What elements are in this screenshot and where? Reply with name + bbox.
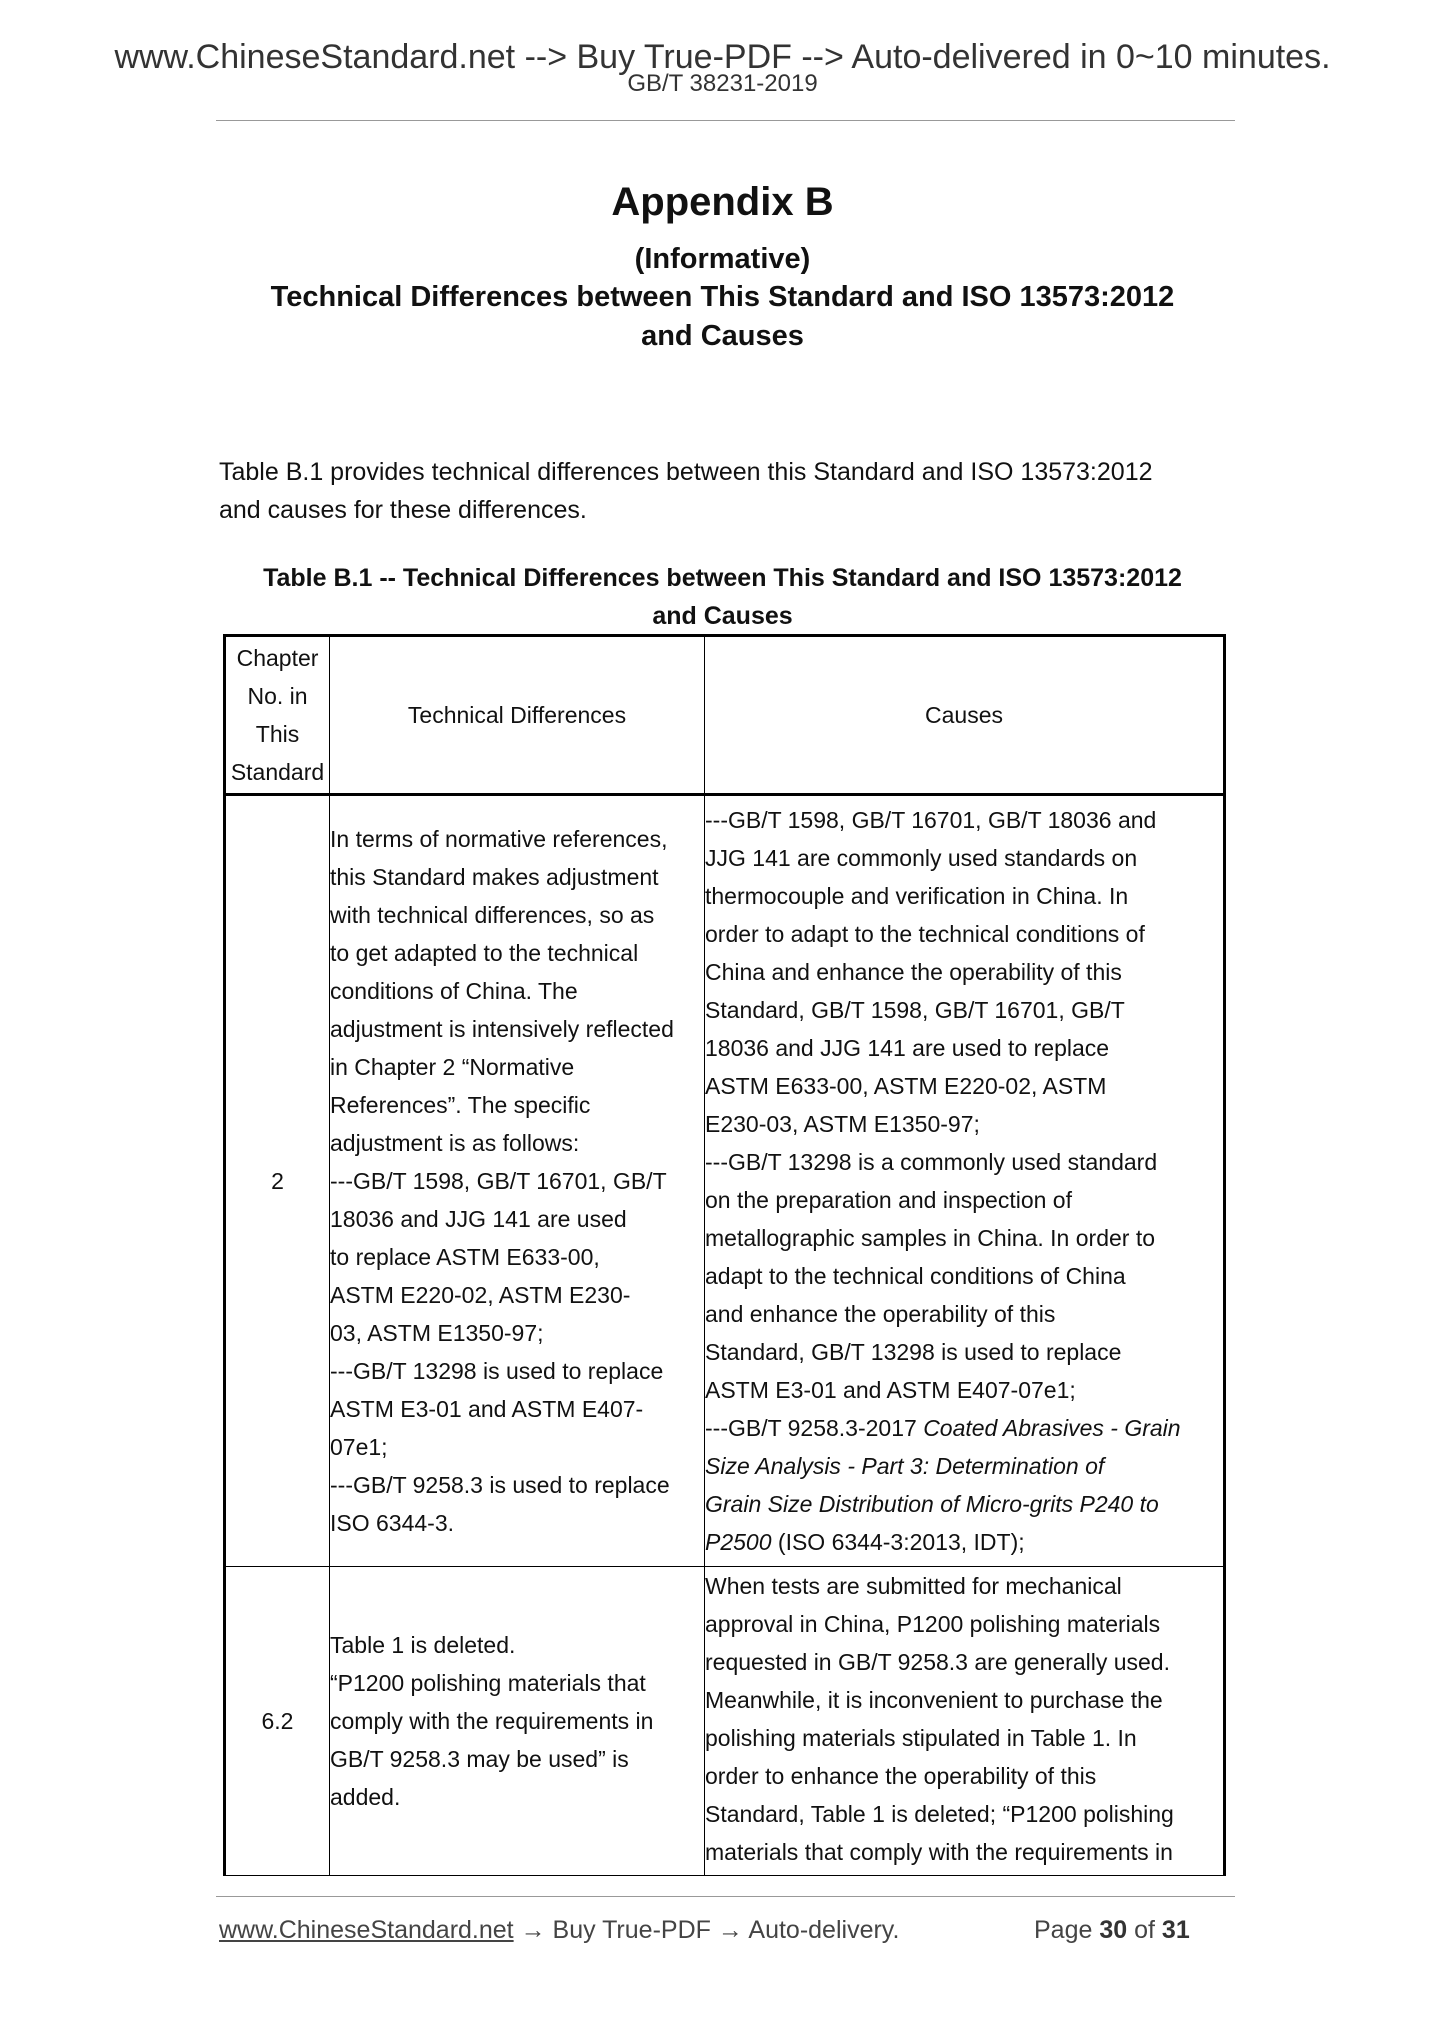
differences-item: ---GB/T 9258.3 is used to replace ISO 6344-3. xyxy=(330,1472,670,1536)
standard-title: Grain Size Distribution of Micro-grits P240 to xyxy=(705,1491,1159,1517)
standard-title: P2500 xyxy=(705,1529,772,1555)
footer-text xyxy=(219,1916,899,1945)
causes-item: ---GB/T 9258.3-2017 Coated Abrasives - Grain Size Analysis - Part 3: Determination of Grain Size Distribution of Micro-grits P240 to P2500 (ISO 6344-3:2013, IDT); xyxy=(705,1415,1181,1555)
footer-tagline: → Buy True-PDF → Auto-delivery. xyxy=(513,1916,900,1944)
table-caption xyxy=(0,559,1445,635)
appendix-heading: Appendix B xyxy=(611,180,834,224)
differences-item: ---GB/T 1598, GB/T 16701, GB/T 18036 and JJG 141 are used to replace ASTM E633-00, ASTM E220-02, ASTM E230- 03, ASTM E1350-97; xyxy=(330,1168,667,1346)
causes-cell: When tests are submitted for mechanical approval in China, P1200 polishing materials requested in GB/T 9258.3 are generally used. Meanwhile, it is inconvenient to purchase the polishing materials stipulated in Table 1. In order to enhance the operability of this Standard, Table 1 is deleted; “P1200 polishing materials that comply with the requirements in xyxy=(705,1567,1225,1876)
intro-line: and causes for these differences. xyxy=(219,496,587,524)
appendix-title xyxy=(0,278,1445,356)
header-divider xyxy=(216,120,1235,121)
intro-line: Table B.1 provides technical differences between this Standard and ISO 13573:2012 xyxy=(219,458,1153,486)
appendix-title-line: and Causes xyxy=(641,320,804,352)
informative-label: (Informative) xyxy=(634,243,811,275)
intro-paragraph xyxy=(219,453,1239,529)
causes-cell xyxy=(705,795,1225,1567)
current-page: 30 xyxy=(1099,1916,1128,1944)
chapter-cell: 6.2 xyxy=(225,1567,330,1876)
causes-item: ---GB/T 13298 is a commonly used standard on the preparation and inspection of metallographic samples in China. In order to adapt to the technical conditions of China and enhance the operability of this Standard, GB/T 13298 is used to replace ASTM E3-01 and ASTM E407-07e1; xyxy=(705,1149,1158,1403)
table-header-row xyxy=(225,636,1225,795)
differences-item: ---GB/T 13298 is used to replace ASTM E3-01 and ASTM E407- 07e1; xyxy=(330,1358,664,1460)
table-caption-line: Table B.1 -- Technical Differences between This Standard and ISO 13573:2012 xyxy=(263,564,1182,592)
total-pages: 31 xyxy=(1161,1916,1190,1944)
table-row xyxy=(225,795,1225,1567)
top-banner: www.ChineseStandard.net --> Buy True-PDF --> Auto-delivered in 0~10 minutes. xyxy=(114,38,1331,76)
header-technical-differences: Technical Differences xyxy=(330,636,705,795)
standard-title: Coated Abrasives - Grain xyxy=(923,1415,1181,1441)
header-causes: Causes xyxy=(705,636,1225,795)
table-row xyxy=(225,1567,1225,1876)
footer-divider xyxy=(216,1896,1235,1897)
footer-site-link[interactable]: www.ChineseStandard.net xyxy=(219,1916,514,1944)
document-id: GB/T 38231-2019 xyxy=(627,70,818,97)
differences-cell: Table 1 is deleted. “P1200 polishing materials that comply with the requirements in GB/T 9258.3 may be used” is added. xyxy=(330,1567,705,1876)
appendix-title-line: Technical Differences between This Standard and ISO 13573:2012 xyxy=(270,281,1175,313)
standard-title: Size Analysis - Part 3: Determination of xyxy=(705,1453,1105,1479)
differences-table xyxy=(223,634,1226,1876)
differences-paragraph: In terms of normative references, this Standard makes adjustment with technical differences, so as to get adapted to the technical conditions of China. The adjustment is intensively reflected in Chapter 2 “Normative References”. The specific adjustment is as follows: xyxy=(330,826,674,1156)
header-chapter: Chapter No. in This Standard xyxy=(225,636,330,795)
differences-cell xyxy=(330,795,705,1567)
chapter-cell: 2 xyxy=(225,795,330,1567)
page-number: Page 30 of 31 xyxy=(1034,1916,1190,1944)
causes-item: ---GB/T 1598, GB/T 16701, GB/T 18036 and JJG 141 are commonly used standards on thermocouple and verification in China. In order to adapt to the technical conditions of China and enhance the operability of this Standard, GB/T 1598, GB/T 16701, GB/T 18036 and JJG 141 are used to replace ASTM E633-00, ASTM E220-02, ASTM E230-03, ASTM E1350-97; xyxy=(705,807,1157,1137)
table-caption-line: and Causes xyxy=(652,602,793,630)
